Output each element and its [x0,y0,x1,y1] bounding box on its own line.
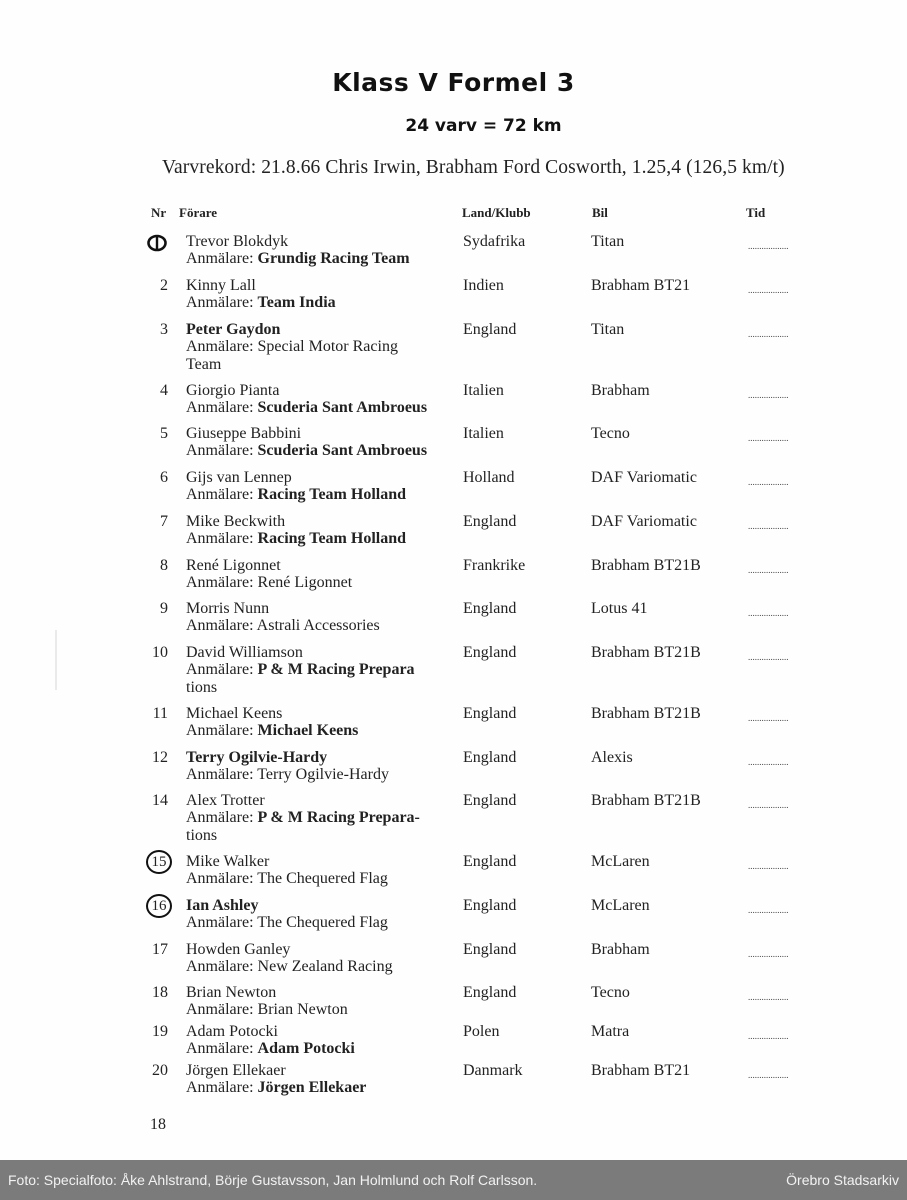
country: England [463,897,517,914]
car: Tecno [591,425,630,442]
entrant-label: Anmälare: [186,486,254,503]
driver-name: Terry Ogilvie-Hardy [186,749,328,766]
handwritten-circle-mark-icon [147,234,167,250]
entrant-name: Racing Team Holland [257,486,407,503]
time-blank: .................. [748,1070,789,1080]
entrant-name: Scuderia Sant Ambroeus [257,399,428,416]
entry-number: 5 [160,425,168,442]
car: Tecno [591,984,630,1001]
entrant [186,766,389,784]
entrant-label: Anmälare: [186,399,254,416]
car: DAF Variomatic [591,469,697,486]
entry-number: 9 [160,600,168,617]
driver-name: Trevor Blokdyk [186,233,289,250]
entrant-label: Anmälare: [186,766,254,783]
entry-number: 17 [152,941,168,958]
entrant-continued: Team [186,356,222,373]
driver-name: Kinny Lall [186,277,256,294]
handwritten-circle-mark-icon [146,894,172,918]
country: England [463,321,517,338]
entrant-label: Anmälare: [186,722,254,739]
country: Danmark [463,1062,523,1079]
entry-number: 3 [160,321,168,338]
column-header-car: Bil [592,205,608,220]
country: England [463,853,517,870]
driver-name: Giuseppe Babbini [186,425,302,442]
country: Polen [463,1023,500,1040]
car: Brabham BT21 [591,1062,691,1079]
driver-name: Jörgen Ellekaer [186,1062,286,1079]
driver-name: David Williamson [186,644,303,661]
entry-number: 6 [160,469,168,486]
entrant [186,661,415,679]
footer-bar [0,1160,907,1200]
entrant [186,722,358,740]
entrant-name: Brian Newton [257,1001,348,1018]
entrant-name: The Chequered Flag [257,914,388,931]
time-blank: .................. [748,329,789,339]
entrant-label: Anmälare: [186,530,254,547]
entrant-name: René Ligonnet [257,574,353,591]
driver-name: Howden Ganley [186,941,291,958]
column-header-nr: Nr [151,205,167,220]
entry-number: 8 [160,557,168,574]
time-blank: .................. [748,608,789,618]
entrant-name: Michael Keens [257,722,359,739]
country: England [463,644,517,661]
country: England [463,984,517,1001]
entrant-name: Special Motor Racing [257,338,398,355]
country: England [463,513,517,530]
entrant-name: Jörgen Ellekaer [257,1079,367,1096]
car: Brabham BT21 [591,277,691,294]
entrant-name: P & M Racing Prepara [257,661,415,678]
entrant [186,530,406,548]
driver-name: Gijs van Lennep [186,469,292,486]
driver-name: René Ligonnet [186,557,281,574]
column-header-time: Tid [746,205,766,220]
entrant-label: Anmälare: [186,870,254,887]
entry-number: 20 [152,1062,168,1079]
car: McLaren [591,897,650,914]
driver-name: Michael Keens [186,705,283,722]
time-blank: .................. [748,390,789,400]
time-blank: .................. [748,800,789,810]
entry-number: 19 [152,1023,168,1040]
time-blank: .................. [748,477,789,487]
driver-name: Mike Beckwith [186,513,286,530]
time-blank: .................. [748,992,789,1002]
time-blank: .................. [748,861,789,871]
entrant-name: Racing Team Holland [257,530,407,547]
country: England [463,705,517,722]
time-blank: .................. [748,521,789,531]
entry-number: 2 [160,277,168,294]
time-blank: .................. [748,652,789,662]
entrant [186,442,427,460]
car: Brabham BT21B [591,792,701,809]
scan-artifact [55,630,57,690]
car: Titan [591,233,625,250]
entrant-label: Anmälare: [186,661,254,678]
driver-name: Adam Potocki [186,1023,278,1040]
car: Matra [591,1023,630,1040]
entrant [186,486,406,504]
entrant [186,1040,355,1058]
entrant [186,294,336,312]
country: Indien [463,277,504,294]
entrant [186,870,388,888]
entry-number: 14 [152,792,168,809]
entrant-label: Anmälare: [186,1001,254,1018]
country: Sydafrika [463,233,526,250]
entrant-label: Anmälare: [186,914,254,931]
handwritten-circle-mark-icon [146,850,172,874]
time-blank: .................. [748,1031,789,1041]
entrant-name: Team India [257,294,336,311]
car: Brabham [591,382,650,399]
car: Brabham BT21B [591,705,701,722]
car: McLaren [591,853,650,870]
entrant-label: Anmälare: [186,1040,254,1057]
time-blank: .................. [748,433,789,443]
column-header-driver: Förare [179,205,218,220]
entrant-label: Anmälare: [186,250,254,267]
entrant-name: Scuderia Sant Ambroeus [257,442,428,459]
time-blank: .................. [748,949,789,959]
entrant-name: Astrali Accessories [256,617,380,634]
entrant [186,617,380,635]
entrant [186,1079,366,1097]
driver-name: Morris Nunn [186,600,270,617]
country: England [463,749,517,766]
entrant [186,1001,348,1019]
driver-name: Peter Gaydon [186,321,281,338]
entrant-label: Anmälare: [186,958,254,975]
country: Italien [463,425,504,442]
entry-number: 7 [160,513,168,530]
race-distance: 24 varv = 72 km [405,116,562,136]
entrant-label: Anmälare: [186,338,254,355]
entry-number: 4 [160,382,168,399]
entrant-name: Terry Ogilvie-Hardy [257,766,389,783]
country: England [463,941,517,958]
entrant-label: Anmälare: [186,617,254,634]
car: Titan [591,321,625,338]
driver-name: Giorgio Pianta [186,382,280,399]
entrant-label: Anmälare: [186,574,254,591]
entrant [186,958,393,976]
entrant-continued: tions [186,827,218,844]
country: Italien [463,382,504,399]
time-blank: .................. [748,285,789,295]
entrant-label: Anmälare: [186,1079,254,1096]
driver-name: Alex Trotter [186,792,265,809]
lap-record: Varvrekord: 21.8.66 Chris Irwin, Brabham Ford Cosworth, 1.25,4 (126,5 km/t) [162,157,785,178]
entrant-continued: tions [186,679,218,696]
entry-number: 15 [151,854,167,870]
country: England [463,792,517,809]
column-header-country: Land/Klubb [462,205,531,220]
time-blank: .................. [748,565,789,575]
entry-number: 12 [152,749,168,766]
car: Brabham BT21B [591,644,701,661]
entrant-name: New Zealand Racing [257,958,393,975]
entrant-name: Grundig Racing Team [257,250,410,267]
car: Brabham BT21B [591,557,701,574]
time-blank: .................. [748,713,789,723]
car: DAF Variomatic [591,513,697,530]
driver-name: Mike Walker [186,853,270,870]
entry-number: 16 [151,898,167,914]
entrant [186,399,427,417]
archive-name: Örebro Stadsarkiv [786,1172,899,1188]
entrant-label: Anmälare: [186,294,254,311]
page-title: Klass V Formel 3 [332,68,575,97]
entrant [186,914,388,932]
driver-name: Ian Ashley [186,897,259,914]
entrant [186,250,410,268]
car: Alexis [591,749,633,766]
driver-name: Brian Newton [186,984,277,1001]
entrant-name: Adam Potocki [257,1040,355,1057]
country: Holland [463,469,515,486]
time-blank: .................. [748,905,789,915]
time-blank: .................. [748,757,789,767]
entrant-label: Anmälare: [186,809,254,826]
country: Frankrike [463,557,526,574]
entrant-name: The Chequered Flag [257,870,388,887]
entrant-name: P & M Racing Prepara- [257,809,420,826]
entrant [186,809,420,827]
car: Brabham [591,941,650,958]
page-number: 18 [150,1116,166,1133]
entrant-label: Anmälare: [186,442,254,459]
time-blank: .................. [748,241,789,251]
car: Lotus 41 [591,600,648,617]
entry-number: 10 [152,644,168,661]
entrant [186,338,398,356]
entry-number: 11 [152,705,168,722]
entry-number: 18 [152,984,168,1001]
entrant [186,574,352,592]
photo-credit: Foto: Specialfoto: Åke Ahlstrand, Börje Gustavsson, Jan Holmlund och Rolf Carlsson. [8,1172,538,1188]
country: England [463,600,517,617]
